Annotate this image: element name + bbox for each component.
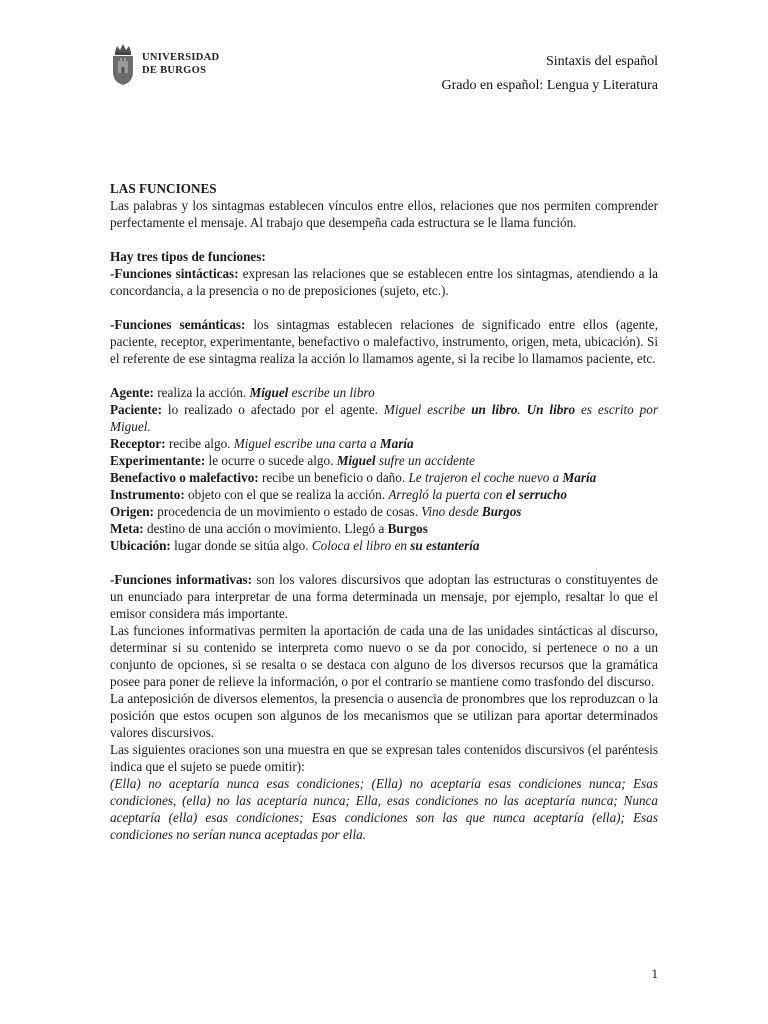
role-text: recibe algo. (165, 436, 234, 451)
role-label: Instrumento: (110, 487, 185, 502)
role-example-bold: Burgos (387, 521, 428, 536)
role-ubicacion (110, 537, 658, 554)
role-example-bold: María (562, 470, 597, 485)
role-text: destino de una acción o movimiento. Llegó a (143, 521, 388, 536)
role-example: Vino desde (421, 504, 482, 519)
body-paragraph: La anteposición de diversos elementos, la presencia o ausencia de pronombres que los reproduzcan o la posición que estos ocupen son algunos de los mecanismos que se utilizan para aportar determinados valores discursivos. (110, 691, 658, 740)
role-label: Benefactivo o malefactivo: (110, 470, 259, 485)
role-label: Meta: (110, 521, 144, 536)
document-body (110, 180, 658, 843)
role-meta (110, 520, 658, 537)
role-example: sufre un accidente (375, 453, 476, 468)
sintacticas-label: -Funciones sintácticas: (110, 266, 239, 281)
semanticas-paragraph (110, 316, 658, 367)
role-experimentante (110, 452, 658, 469)
role-example-bold: Un libro (526, 402, 576, 417)
role-text: lo realizado o afectado por el agente. (162, 402, 384, 417)
role-text: le ocurre o sucede algo. (205, 453, 337, 468)
role-receptor (110, 435, 658, 452)
role-label: Ubicación: (110, 538, 171, 553)
university-logo (110, 42, 219, 86)
role-text: recibe un beneficio o daño. (258, 470, 409, 485)
role-origen (110, 503, 658, 520)
semanticas-text: los sintagmas establecen relaciones de significado entre ellos (agente, paciente, receptor, experimentante, benefactivo o malefactivo, instrumento, origen, meta, ubicación). Si el referente de ese sintagma realiza la acción lo llamamos agente, si la recibe lo llamamos paciente, etc. (110, 317, 658, 366)
role-example: Miguel escribe una carta a (233, 436, 380, 451)
examples-text: (Ella) no aceptaría nunca esas condiciones; (Ella) no aceptaría esas condiciones nunca; Esas condiciones, (ella) no las aceptaría nunca; Ella, esas condiciones no las aceptaría nunca; Nunca aceptaría (ella) esas condiciones; Esas condiciones son las que nunca aceptaría (ella); Esas condiciones no serían nunca aceptadas por ella. (110, 776, 658, 842)
degree-title: Grado en español: Lengua y Literatura (441, 78, 658, 93)
role-text: lugar donde se sitúa algo. (170, 538, 312, 553)
role-label: Agente: (110, 385, 154, 400)
role-example: escribe un libro (288, 385, 375, 400)
types-heading: Hay tres tipos de funciones: (110, 249, 266, 264)
role-example: es escrito por Miguel. (110, 402, 658, 434)
body-paragraph: Las siguientes oraciones son una muestra en que se expresan tales contenidos discursivos (el paréntesis indica que el sujeto se puede omitir): (110, 742, 658, 774)
role-example-bold: un libro (471, 402, 518, 417)
body-paragraph: Las funciones informativas permiten la aportación de cada una de las unidades sintácticas al discurso, determinar si su contenido se interpreta como nuevo o se da por conocido, si pertenece o no a un conjunto de opciones, si se resalta o se destaca con alguno de los diversos recursos que la gramática posee para poner de relieve la información, o por el contrario se mantiene como trasfondo del discurso. (110, 623, 658, 689)
role-label: Paciente: (110, 402, 162, 417)
informativas-text: son los valores discursivos que adoptan las estructuras o constituyentes de un enunciado para interpretar de una forma determinada un mensaje, por ejemplo, resaltar lo que el emisor considera más importante. (110, 572, 658, 621)
header-course-info (441, 50, 658, 98)
role-example: Arregló la puerta con (388, 487, 506, 502)
role-benefactivo (110, 469, 658, 486)
role-example: Miguel escribe (383, 402, 472, 417)
role-text: realiza la acción. (153, 385, 250, 400)
sintacticas-text: expresan las relaciones que se establecen entre los sintagmas, atendiendo a la concordancia, a la presencia o no de preposiciones (sujeto, etc.). (110, 266, 659, 298)
role-example-bold: Miguel (336, 453, 376, 468)
role-instrumento (110, 486, 658, 503)
page-number: 1 (651, 966, 658, 981)
role-label: Origen: (110, 504, 154, 519)
section-title: LAS FUNCIONES (110, 181, 217, 196)
role-example-bold: Miguel (249, 385, 289, 400)
role-example: . (517, 402, 527, 417)
university-crest-icon (110, 42, 136, 86)
role-text: procedencia de un movimiento o estado de cosas. (153, 504, 422, 519)
role-example: Coloca el libro en (311, 538, 411, 553)
role-example: Le trajeron el coche nuevo a (408, 470, 563, 485)
role-label: Experimentante: (110, 453, 206, 468)
role-example-bold: su estantería (410, 538, 480, 553)
university-name-line2: DE BURGOS (142, 65, 207, 76)
sintacticas-paragraph (110, 265, 658, 299)
role-example-bold: María (379, 436, 414, 451)
role-example-bold: el serrucho (505, 487, 567, 502)
intro-paragraph: Las palabras y los sintagmas establecen vínculos entre ellos, relaciones que nos permiten comprender perfectamente el mensaje. Al trabajo que desempeña cada estructura se le llama función. (110, 198, 658, 230)
course-title: Sintaxis del español (546, 54, 658, 69)
informativas-label: -Funciones informativas: (110, 572, 253, 587)
informativas-paragraph (110, 571, 658, 622)
university-name-line1: UNIVERSIDAD (142, 52, 220, 63)
role-agente (110, 384, 658, 401)
role-text: objeto con el que se realiza la acción. (184, 487, 389, 502)
role-paciente (110, 401, 658, 435)
role-example-bold: Burgos (481, 504, 522, 519)
role-label: Receptor: (110, 436, 166, 451)
semanticas-label: -Funciones semánticas: (110, 317, 246, 332)
examples-paragraph (110, 775, 658, 843)
